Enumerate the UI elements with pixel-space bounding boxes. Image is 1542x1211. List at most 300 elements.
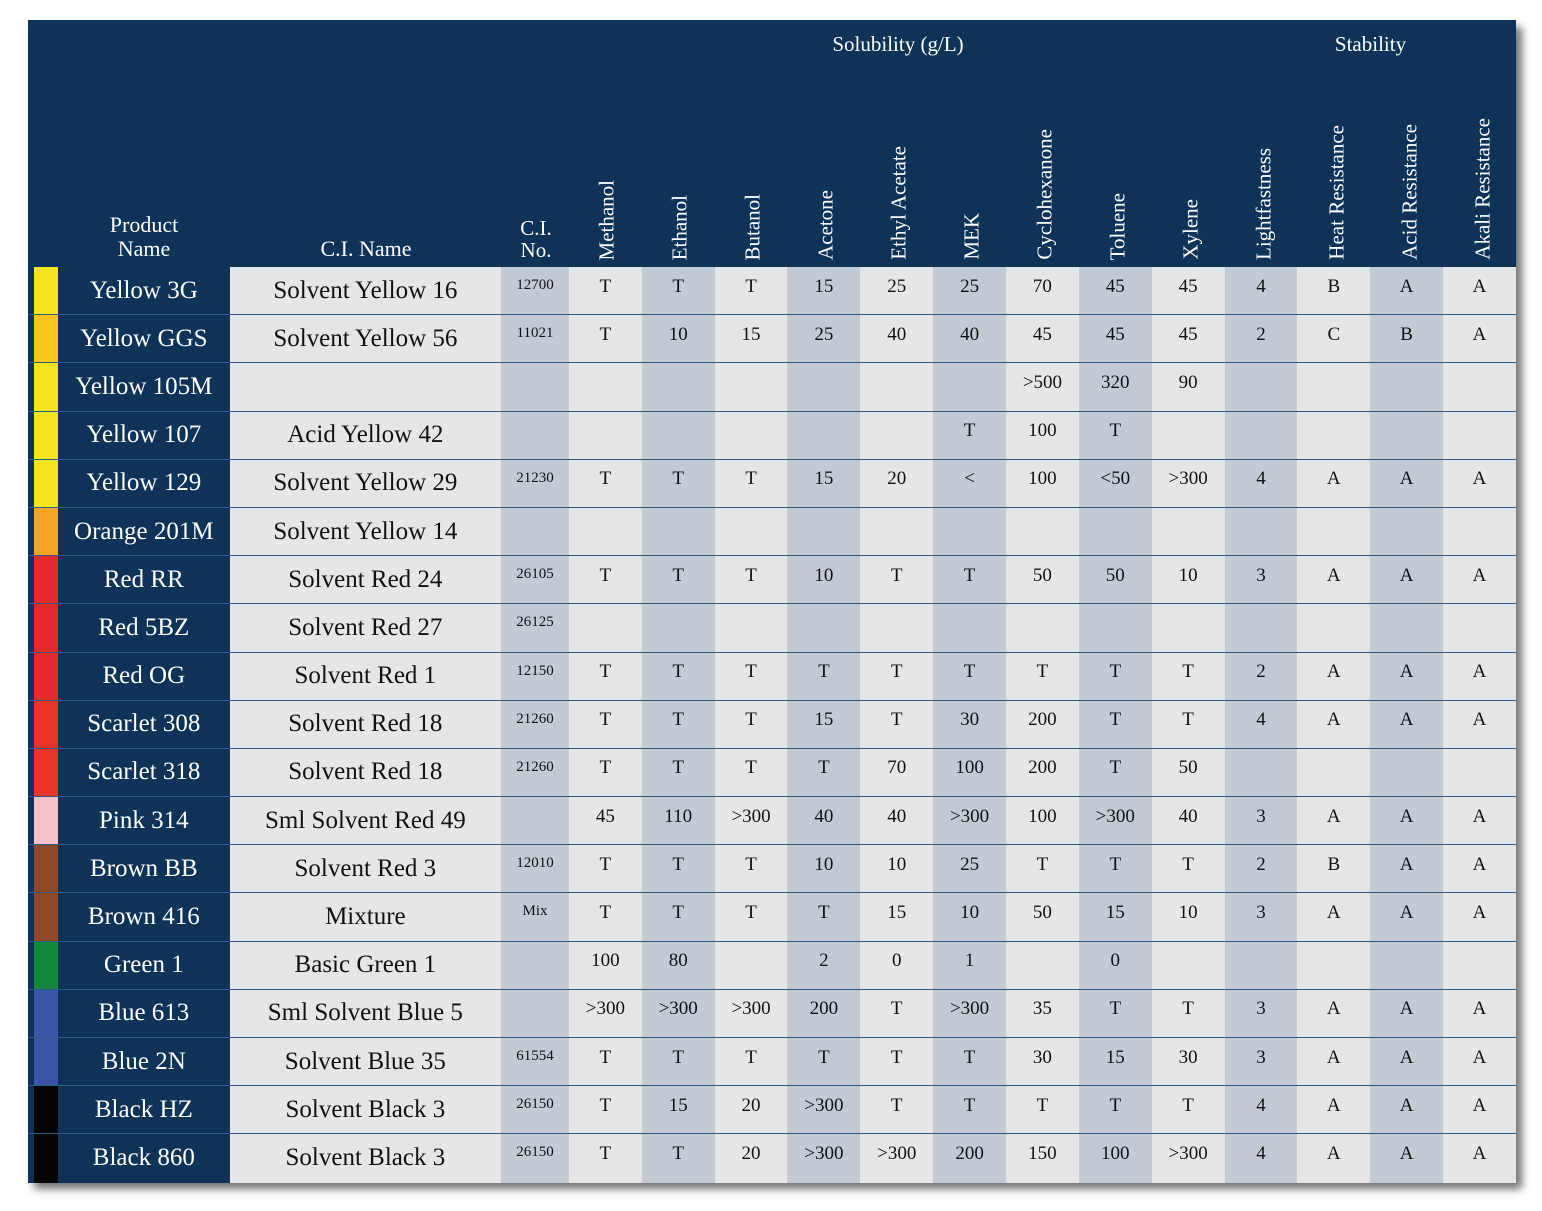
value-cell: T [569,893,642,940]
value-cell: A [1370,1038,1443,1085]
value-cell: 20 [860,460,933,507]
product-name-cell: Blue 2N [58,1038,230,1085]
stability-group-heading: Stability [1334,32,1407,56]
color-swatch [34,267,58,314]
value-cell: T [933,556,1006,603]
value-cell: T [1079,845,1152,892]
ci-no-cell: 21260 [501,701,569,748]
value-cell: >300 [787,1086,860,1133]
value-cell: 50 [1006,893,1079,940]
color-swatch [34,797,58,844]
color-swatch [34,315,58,362]
value-cell: A [1370,701,1443,748]
value-cell: T [642,460,715,507]
value-cell: T [569,845,642,892]
ci-no-cell: 12150 [501,653,569,700]
ci-name-cell: Solvent Red 1 [230,653,501,700]
value-cell [1079,508,1152,555]
value-cell: T [569,749,642,796]
value-cell [787,363,860,410]
value-cell [933,508,1006,555]
value-cell: 200 [1006,749,1079,796]
value-cell: T [569,460,642,507]
product-name-cell: Red 5BZ [58,604,230,651]
value-cell: T [787,749,860,796]
value-cell: 10 [787,556,860,603]
value-cell: >300 [1152,1134,1225,1182]
value-cell: A [1370,556,1443,603]
ci-name-cell: Solvent Red 18 [230,701,501,748]
value-cell: 40 [933,315,1006,362]
value-cell: 30 [1006,1038,1079,1085]
value-cell: A [1370,990,1443,1037]
value-cell [642,412,715,459]
value-cell: 15 [787,701,860,748]
ci-name-cell: Solvent Red 24 [230,556,501,603]
value-cell: T [933,1038,1006,1085]
table-row [28,701,1516,749]
color-swatch-cell [28,990,58,1037]
value-cell [787,604,860,651]
value-cell [642,604,715,651]
table-row [28,797,1516,845]
value-cell: 2 [1225,845,1298,892]
value-cell: 1 [933,942,1006,989]
column-heading-label: Ethyl Acetate [886,146,910,260]
value-cell: < [933,460,1006,507]
value-cell: A [1370,845,1443,892]
column-heading-label: Lightfastness [1251,148,1275,260]
value-cell [1443,749,1516,796]
column-heading [716,90,789,260]
value-cell [1370,412,1443,459]
value-cell: T [1079,653,1152,700]
value-cell: A [1443,701,1516,748]
value-cell: B [1370,315,1443,362]
value-cell: 10 [1152,556,1225,603]
value-cell: A [1297,1038,1370,1085]
value-cell [1297,942,1370,989]
color-swatch [34,845,58,892]
value-cell: 15 [860,893,933,940]
value-cell: 10 [642,315,715,362]
value-cell [1443,363,1516,410]
ci-no-heading [502,217,570,261]
value-cell: A [1443,460,1516,507]
value-cell [642,363,715,410]
value-cell: 150 [1006,1134,1079,1182]
ci-name-cell: Solvent Red 3 [230,845,501,892]
color-swatch-cell [28,508,58,555]
value-cell: 3 [1225,797,1298,844]
value-cell: >300 [1079,797,1152,844]
value-cell [1297,363,1370,410]
color-swatch [34,412,58,459]
value-cell: 45 [1152,267,1225,314]
table-row [28,653,1516,701]
value-cell: A [1443,267,1516,314]
value-cell: 100 [1079,1134,1152,1182]
color-swatch [34,990,58,1037]
color-swatch-cell [28,315,58,362]
value-cell: 4 [1225,1134,1298,1182]
value-cell: A [1370,797,1443,844]
value-cell: 20 [715,1086,788,1133]
value-cell [1225,508,1298,555]
value-cell: A [1443,315,1516,362]
value-cell [1152,942,1225,989]
value-cell: 20 [715,1134,788,1182]
color-swatch-cell [28,460,58,507]
table-row [28,315,1516,363]
value-cell: 100 [933,749,1006,796]
color-swatch-cell [28,267,58,314]
product-name-cell: Black 860 [58,1134,230,1182]
value-cell [1370,749,1443,796]
product-name-cell: Scarlet 308 [58,701,230,748]
value-cell: 200 [787,990,860,1037]
value-cell: T [1152,990,1225,1037]
color-swatch [34,1134,58,1182]
value-cell: B [1297,267,1370,314]
color-swatch [34,653,58,700]
value-cell: 3 [1225,893,1298,940]
column-heading-label: Butanol [740,193,764,260]
value-cell: T [642,749,715,796]
value-cell: 100 [1006,412,1079,459]
column-heading-label: Toluene [1105,192,1129,260]
value-cell [1443,508,1516,555]
table-row [28,556,1516,604]
column-heading [1081,90,1154,260]
value-cell: T [1079,701,1152,748]
value-cell: 15 [715,315,788,362]
value-cell [860,508,933,555]
value-cell [933,604,1006,651]
value-cell: >300 [642,990,715,1037]
color-swatch-cell [28,797,58,844]
color-swatch [34,460,58,507]
value-cell: 15 [1079,893,1152,940]
value-cell: 40 [860,797,933,844]
ci-name-cell: Solvent Yellow 16 [230,267,501,314]
value-cell [1370,604,1443,651]
value-cell [1152,412,1225,459]
value-cell [715,363,788,410]
table-row [28,363,1516,411]
table-row [28,749,1516,797]
value-cell: A [1297,990,1370,1037]
table-row [28,942,1516,990]
value-cell [1297,749,1370,796]
column-heading-label: Xylene [1178,199,1202,260]
value-cell: A [1370,267,1443,314]
product-name-cell: Yellow 129 [58,460,230,507]
ci-no-cell: 12010 [501,845,569,892]
value-cell: A [1297,556,1370,603]
value-cell: A [1370,1134,1443,1182]
ci-no-cell: 26150 [501,1134,569,1182]
value-cell [715,604,788,651]
column-heading [1008,90,1081,260]
product-name-cell: Red OG [58,653,230,700]
product-name-cell: Black HZ [58,1086,230,1133]
table-header [28,20,1516,267]
value-cell: 90 [1152,363,1225,410]
value-cell: 3 [1225,990,1298,1037]
value-cell: T [860,1038,933,1085]
color-swatch [34,893,58,940]
value-cell: 25 [860,267,933,314]
ci-no-cell [501,797,569,844]
value-cell: T [715,460,788,507]
color-swatch-cell [28,942,58,989]
value-cell: 50 [1006,556,1079,603]
value-cell: >300 [715,990,788,1037]
value-cell [1370,363,1443,410]
value-cell: A [1370,1086,1443,1133]
ci-name-cell: Mixture [230,893,501,940]
value-cell: 100 [1006,797,1079,844]
value-cell [1006,508,1079,555]
color-swatch-cell [28,845,58,892]
ci-no-heading-line1: C.I. [520,216,552,240]
table-row [28,412,1516,460]
column-heading-label: Cyclohexanone [1032,129,1056,260]
value-cell: T [1079,1086,1152,1133]
column-heading [862,90,935,260]
color-swatch-cell [28,749,58,796]
ci-no-cell: 11021 [501,315,569,362]
value-cell: 70 [860,749,933,796]
table-row [28,460,1516,508]
value-cell: 100 [569,942,642,989]
column-heading-label: Heat Resistance [1324,125,1348,260]
column-heading [1154,90,1227,260]
value-cell [1006,942,1079,989]
value-cell [787,508,860,555]
value-cell: 4 [1225,460,1298,507]
color-swatch-cell [28,604,58,651]
ci-name-cell: Solvent Yellow 14 [230,508,501,555]
value-cell [1225,604,1298,651]
value-cell [1225,412,1298,459]
color-swatch-cell [28,1038,58,1085]
product-name-cell: Blue 613 [58,990,230,1037]
value-cell: T [642,267,715,314]
value-cell: T [933,412,1006,459]
ci-name-heading: C.I. Name [320,236,412,261]
value-cell: 4 [1225,1086,1298,1133]
value-cell: T [860,1086,933,1133]
value-cell [1297,604,1370,651]
value-cell: 50 [1079,556,1152,603]
column-heading [935,90,1008,260]
color-swatch-cell [28,556,58,603]
value-cell: T [569,1086,642,1133]
value-cell [860,412,933,459]
product-name-cell: Yellow 3G [58,267,230,314]
value-cell: A [1443,1134,1516,1182]
ci-no-cell: 21230 [501,460,569,507]
color-swatch-cell [28,653,58,700]
value-cell [1297,412,1370,459]
ci-no-cell: 21260 [501,749,569,796]
ci-name-cell: Solvent Red 27 [230,604,501,651]
column-heading-label: Akali Resistance [1470,118,1494,260]
value-cell: A [1297,797,1370,844]
column-heading [1446,90,1519,260]
value-cell: 45 [1079,267,1152,314]
column-heading-label: Methanol [594,179,618,260]
value-cell: A [1370,653,1443,700]
value-cell: T [787,893,860,940]
product-name-cell: Scarlet 318 [58,749,230,796]
ci-name-cell: Sml Solvent Blue 5 [230,990,501,1037]
value-cell: 4 [1225,701,1298,748]
value-cell: T [642,653,715,700]
value-cell [569,412,642,459]
ci-name-cell: Sml Solvent Red 49 [230,797,501,844]
value-cell: B [1297,845,1370,892]
ci-name-cell: Solvent Black 3 [230,1134,501,1182]
value-cell: 30 [933,701,1006,748]
value-cell: 100 [1006,460,1079,507]
value-cell: 10 [860,845,933,892]
color-swatch [34,508,58,555]
product-name-heading-line1: Product [109,212,179,237]
value-cell: T [642,1038,715,1085]
value-cell: A [1297,1086,1370,1133]
value-cell: 45 [1152,315,1225,362]
color-swatch [34,363,58,410]
value-cell: A [1370,460,1443,507]
value-cell [860,363,933,410]
ci-name-cell: Solvent Red 18 [230,749,501,796]
ci-no-heading-line2: No. [520,238,552,262]
value-cell: A [1443,556,1516,603]
color-swatch [34,749,58,796]
value-cell [1152,604,1225,651]
value-cell: 0 [1079,942,1152,989]
ci-no-cell: Mix [501,893,569,940]
column-heading [1300,90,1373,260]
value-cell: T [569,556,642,603]
table-row [28,508,1516,556]
value-cell: >300 [715,797,788,844]
value-cell: C [1297,315,1370,362]
value-cell: 10 [1152,893,1225,940]
value-cell: 15 [787,460,860,507]
value-cell: A [1370,893,1443,940]
value-cell: T [642,556,715,603]
value-cell: T [1006,653,1079,700]
value-cell: 40 [860,315,933,362]
table-row [28,1134,1516,1182]
value-cell: 15 [787,267,860,314]
column-heading [789,90,862,260]
color-swatch [34,1038,58,1085]
ci-name-cell: Acid Yellow 42 [230,412,501,459]
value-cell: A [1297,701,1370,748]
value-cell: T [569,267,642,314]
product-name-cell: Yellow 105M [58,363,230,410]
value-cell: >300 [933,990,1006,1037]
value-cell [642,508,715,555]
value-cell: T [715,653,788,700]
ci-no-cell [501,508,569,555]
ci-name-cell: Solvent Yellow 29 [230,460,501,507]
ci-no-cell [501,942,569,989]
value-cell: T [569,1038,642,1085]
ci-no-cell [501,363,569,410]
value-cell: >300 [569,990,642,1037]
value-cell: A [1443,990,1516,1037]
value-cell [933,363,1006,410]
product-name-cell: Brown 416 [58,893,230,940]
value-cell: 45 [1006,315,1079,362]
ci-no-cell [501,990,569,1037]
value-cell [787,412,860,459]
value-cell: T [1152,653,1225,700]
value-cell: 10 [787,845,860,892]
product-name-cell: Yellow GGS [58,315,230,362]
value-cell: A [1443,653,1516,700]
value-cell [715,942,788,989]
value-cell: T [715,556,788,603]
ci-no-cell: 61554 [501,1038,569,1085]
value-cell: T [787,1038,860,1085]
table-row [28,267,1516,315]
value-cell [1225,749,1298,796]
value-cell: >500 [1006,363,1079,410]
color-swatch [34,942,58,989]
color-swatch-cell [28,701,58,748]
value-cell [1006,604,1079,651]
color-swatch-cell [28,1086,58,1133]
ci-no-cell [501,412,569,459]
value-cell: 0 [860,942,933,989]
color-swatch [34,701,58,748]
product-name-cell: Pink 314 [58,797,230,844]
value-cell: T [1079,990,1152,1037]
value-cell: >300 [860,1134,933,1182]
value-cell: 2 [1225,653,1298,700]
value-cell: T [933,1086,1006,1133]
value-cell: 320 [1079,363,1152,410]
color-swatch-cell [28,363,58,410]
value-cell: T [1152,845,1225,892]
value-cell: A [1297,460,1370,507]
value-cell: 25 [787,315,860,362]
value-cell: 4 [1225,267,1298,314]
value-cell [715,508,788,555]
value-cell: 3 [1225,556,1298,603]
column-heading-label: Ethanol [667,194,691,260]
value-cell: <50 [1079,460,1152,507]
column-heading [643,90,716,260]
product-name-heading [58,213,230,261]
value-cell: T [1006,1086,1079,1133]
product-name-cell: Yellow 107 [58,412,230,459]
value-cell [1443,604,1516,651]
value-cell [715,412,788,459]
product-name-cell: Red RR [58,556,230,603]
value-cell: 25 [933,267,1006,314]
solubility-group-heading: Solubility (g/L) [832,32,964,56]
column-heading-label: Acid Resistance [1397,124,1421,260]
value-cell: T [715,893,788,940]
